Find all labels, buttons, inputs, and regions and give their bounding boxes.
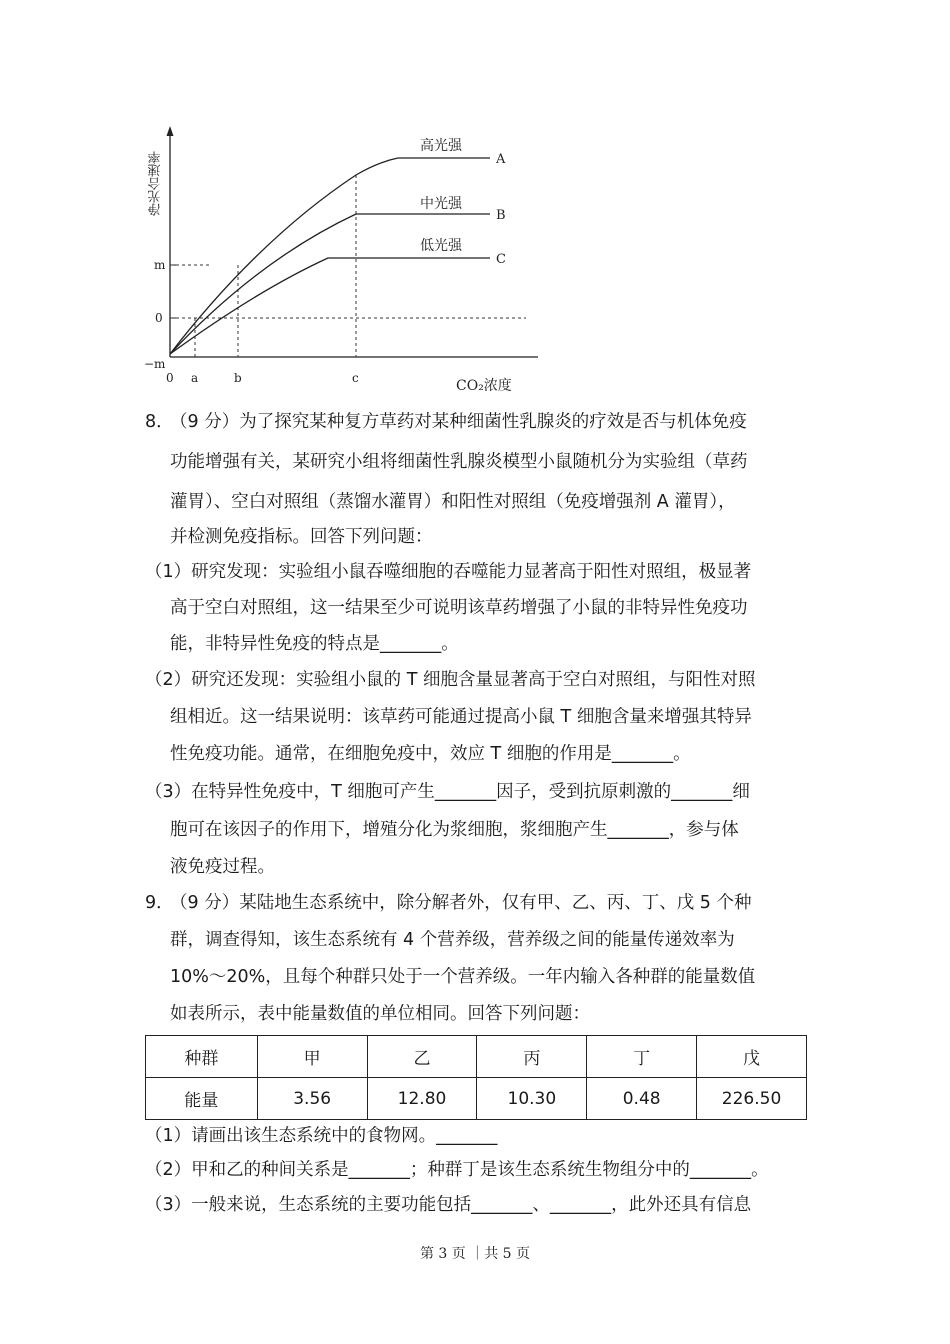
question-9-number: 9． [145, 893, 174, 913]
y-tick-m: m [154, 258, 166, 272]
table-cell: 0.48 [587, 1078, 697, 1120]
curve-b-letter: B [496, 208, 506, 223]
curve-a-letter: A [496, 152, 506, 167]
q8-sub2-line-2: 组相近。这一结果说明：该草药可能通过提高小鼠 T 细胞含量来增强其特异 [170, 707, 752, 727]
table-cell: 丁 [587, 1036, 697, 1078]
curve-a-high [170, 158, 490, 354]
curve-c-letter: C [496, 252, 506, 267]
curve-b-label: 中光强 [420, 196, 462, 212]
table-cell: 丙 [477, 1036, 587, 1078]
photosynthesis-graph [138, 120, 558, 405]
table-cell: 10.30 [477, 1078, 587, 1120]
table-header-row [146, 1036, 807, 1078]
q8-sub1-line-2: 高于空白对照组，这一结果至少可说明该草药增强了小鼠的非特异性免疫功 [170, 598, 748, 618]
q9-sub3: （3）一般来说，生态系统的主要功能包括_______、_______，此外还具有信息 [145, 1195, 752, 1215]
q8-stem-line-3: 灌胃）、空白对照组（蒸馏水灌胃）和阳性对照组（免疫增强剂 A 灌胃）， [170, 492, 736, 512]
table-cell: 能量 [146, 1078, 258, 1120]
q8-stem-line-2: 功能增强有关，某研究小组将细菌性乳腺炎模型小鼠随机分为实验组（草药 [170, 452, 748, 472]
q8-sub3-line-2: 胞可在该因子的作用下，增殖分化为浆细胞，浆细胞产生_______，参与体 [170, 820, 739, 840]
y-axis-arrow [167, 126, 174, 136]
y-tick-0: 0 [155, 311, 163, 325]
page-footer: 第 3 页 ｜共 5 页 [419, 1246, 531, 1262]
x-tick-a: a [191, 371, 199, 385]
x-axis-label: CO₂浓度 [456, 378, 512, 394]
curve-c-low [170, 258, 490, 354]
q8-sub2-line-1: （2）研究还发现：实验组小鼠的 T 细胞含量显著高于空白对照组，与阳性对照 [145, 670, 756, 690]
q9-stem-line-4: 如表所示，表中能量数值的单位相同。回答下列问题： [170, 1004, 590, 1024]
q9-sub1: （1）请画出该生态系统中的食物网。_______ [145, 1126, 498, 1146]
q8-stem-line-4: 并检测免疫指标。回答下列问题： [170, 527, 433, 547]
energy-table [145, 1035, 807, 1120]
table-row [146, 1078, 807, 1120]
q8-sub3-line-3: 液免疫过程。 [170, 857, 275, 877]
x-tick-c: c [352, 371, 359, 385]
curve-a-label: 高光强 [420, 138, 462, 154]
q8-sub1-line-3: 能，非特异性免疫的特点是_______。 [170, 634, 459, 654]
table-cell: 甲 [257, 1036, 367, 1078]
curve-c-label: 低光强 [420, 238, 462, 254]
table-cell: 12.80 [367, 1078, 477, 1120]
table-cell: 种群 [146, 1036, 258, 1078]
y-tick-neg-m: −m [144, 357, 166, 371]
q9-sub2: （2）甲和乙的种间关系是_______；种群丁是该生态系统生物组分中的_______。 [145, 1160, 769, 1180]
x-tick-0: 0 [166, 371, 174, 385]
question-8-number: 8． [145, 412, 174, 432]
q8-sub1-line-1: （1）研究发现：实验组小鼠吞噬细胞的吞噬能力显著高于阳性对照组，极显著 [145, 562, 752, 582]
q8-sub2-line-3: 性免疫功能。通常，在细胞免疫中，效应 T 细胞的作用是_______。 [170, 744, 691, 764]
table-cell: 3.56 [257, 1078, 367, 1120]
table-cell: 乙 [367, 1036, 477, 1078]
q9-stem-line-1: （9 分）某陆地生态系统中，除分解者外，仅有甲、乙、丙、丁、戊 5 个种 [170, 893, 752, 913]
curve-b-medium [170, 214, 490, 354]
q8-stem-line-1: （9 分）为了探究某种复方草药对某种细菌性乳腺炎的疗效是否与机体免疫 [170, 412, 747, 432]
y-axis-label: 净光合速率 [148, 151, 164, 216]
table-cell: 戊 [697, 1036, 807, 1078]
x-tick-b: b [234, 371, 242, 385]
table-cell: 226.50 [697, 1078, 807, 1120]
q9-stem-line-2: 群，调查得知，该生态系统有 4 个营养级，营养级之间的能量传递效率为 [170, 930, 735, 950]
graph-svg [138, 120, 558, 405]
q8-sub3-line-1: （3）在特异性免疫中，T 细胞可产生_______因子，受到抗原刺激的_______细 [145, 782, 750, 802]
q9-stem-line-3: 10%～20%，且每个种群只处于一个营养级。一年内输入各种群的能量数值 [170, 967, 756, 987]
